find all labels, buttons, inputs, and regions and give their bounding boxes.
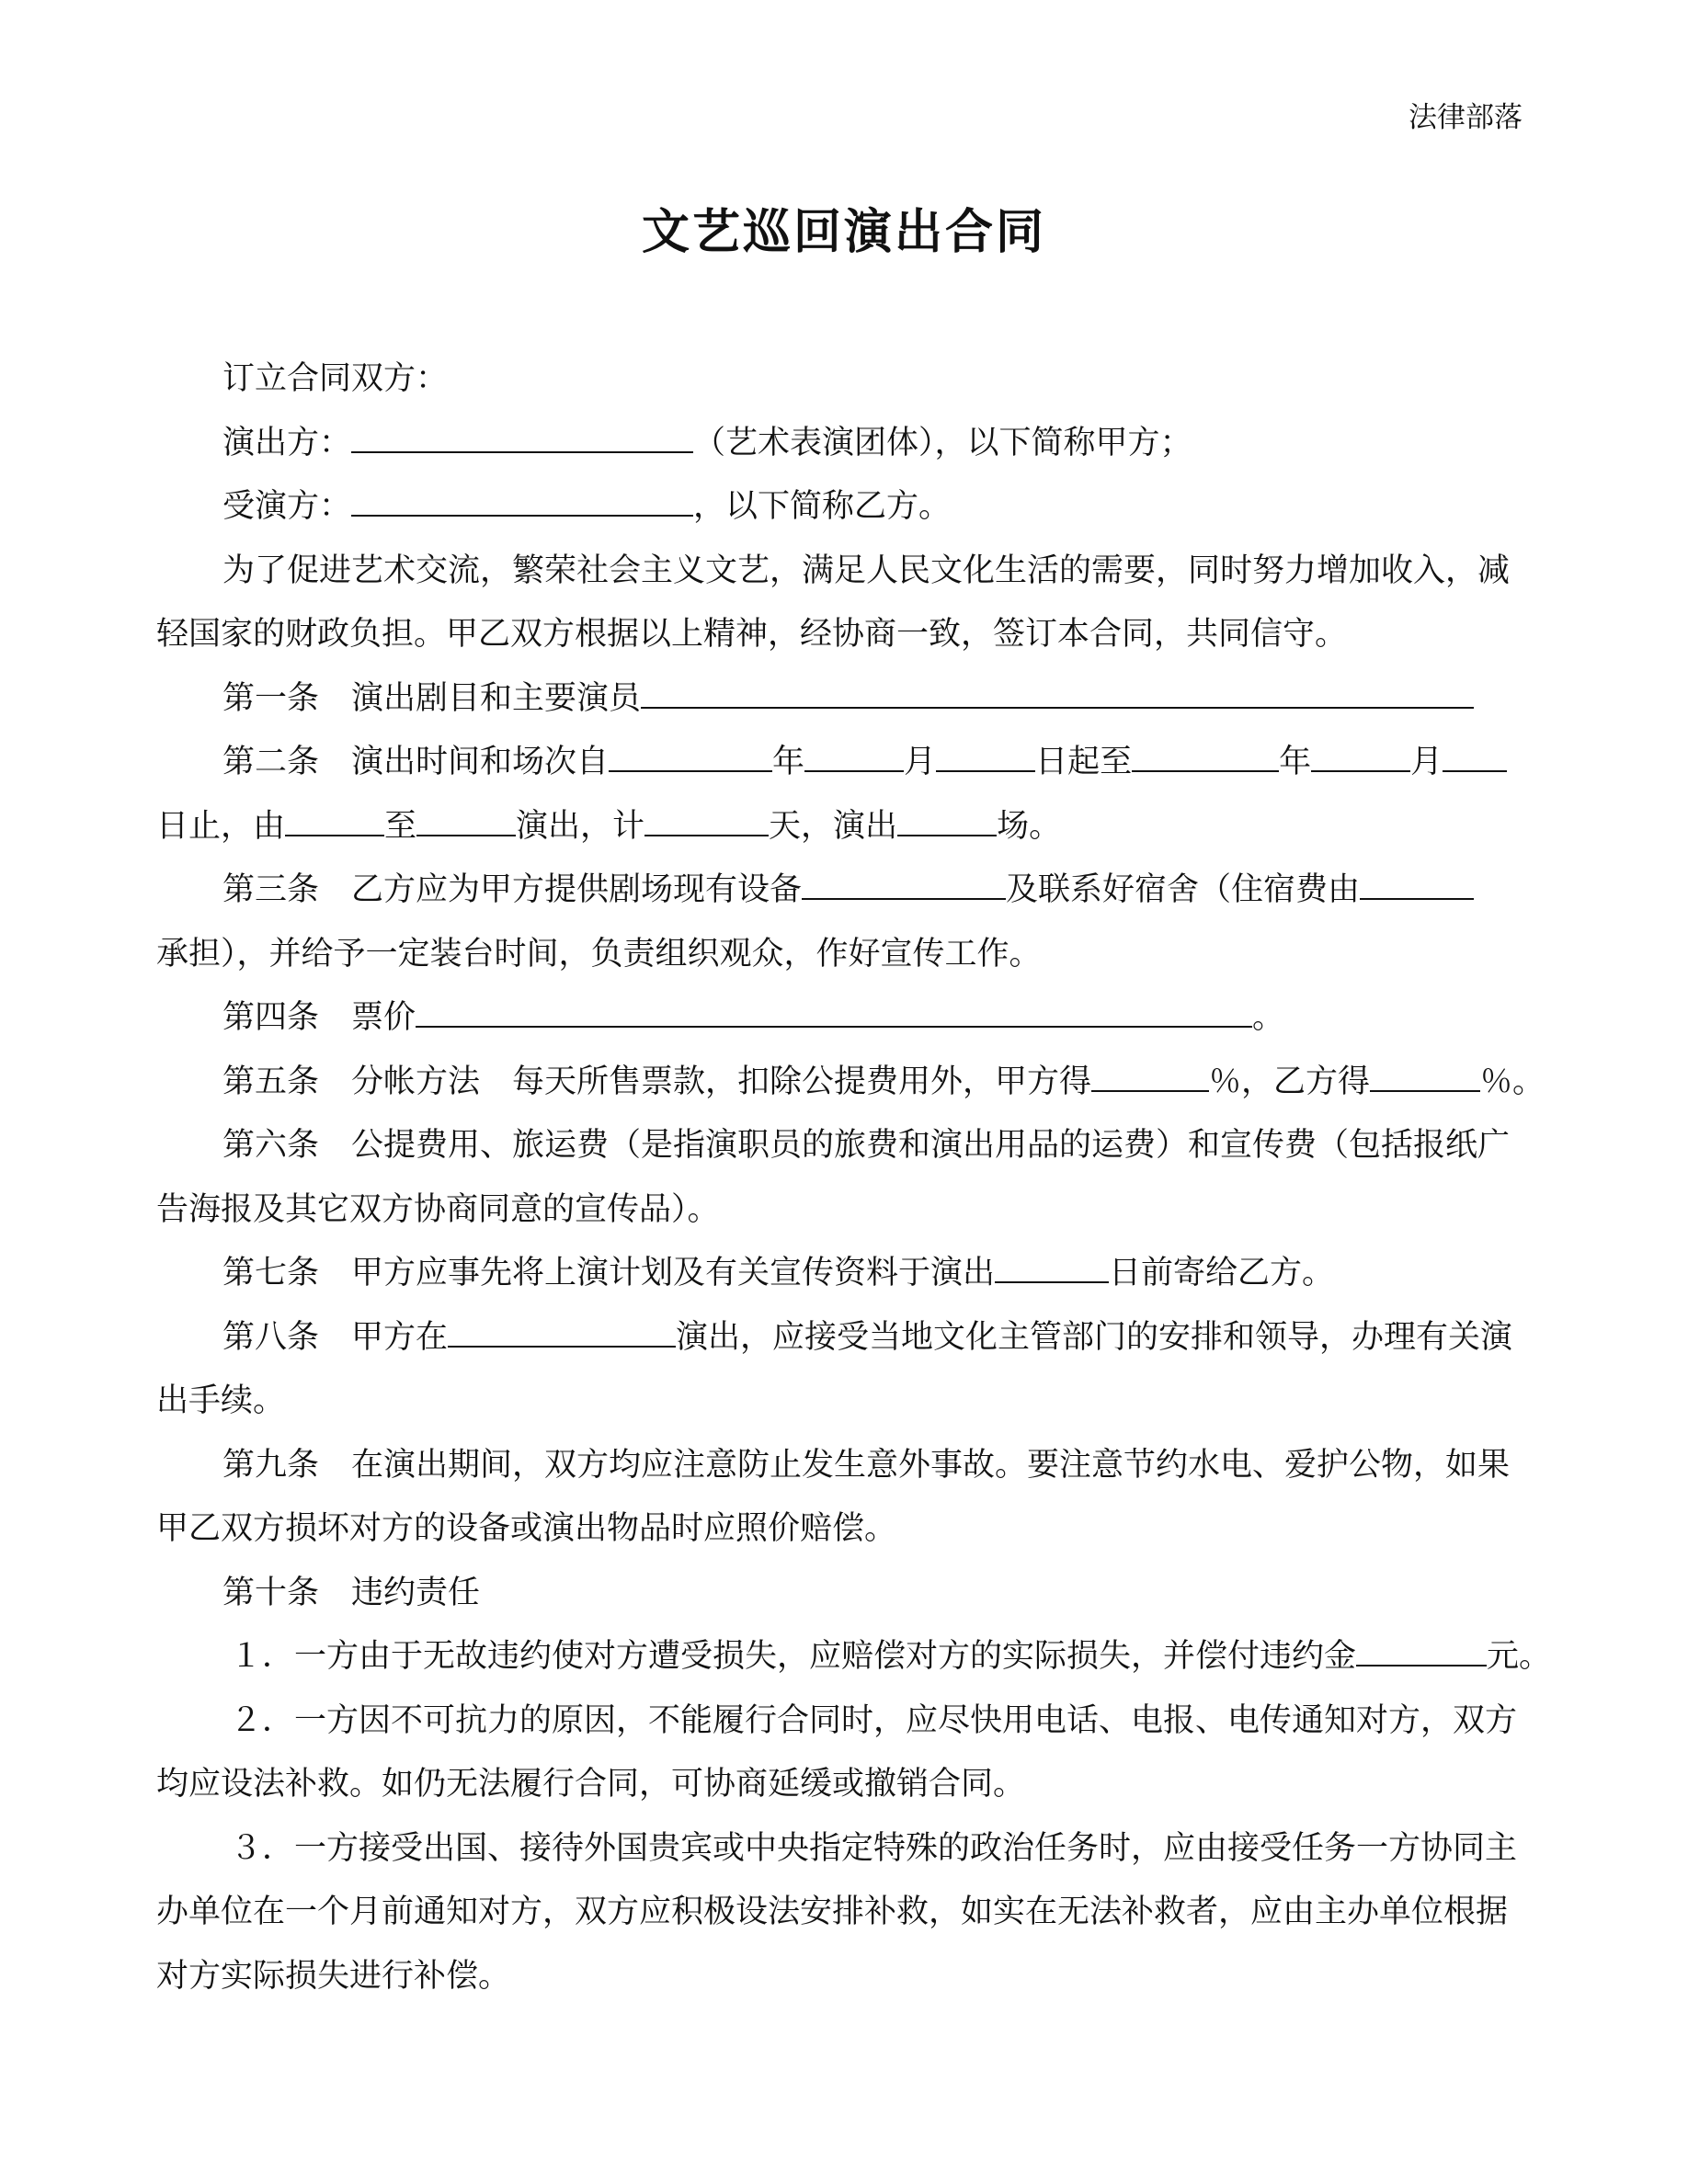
purpose-paragraph-line1: 为了促进艺术交流，繁荣社会主义文艺，满足人民文化生活的需要，同时努力增加收入，减	[222, 552, 1511, 589]
days-label: 天，演出	[769, 807, 898, 845]
article-2-line2	[156, 795, 1532, 859]
article-8-number: 第八条	[222, 1318, 320, 1356]
performer-line	[156, 412, 1532, 476]
article-5-number: 第五条	[222, 1063, 320, 1100]
start-year-blank[interactable]	[609, 743, 772, 772]
article-5-mid: ％，乙方得	[1209, 1063, 1371, 1100]
shows-label: 场。	[997, 807, 1062, 845]
article-7-end: 日前寄给乙方。	[1109, 1255, 1335, 1291]
day-to-label: 日止，由	[156, 807, 286, 845]
start-day-blank[interactable]	[936, 743, 1035, 772]
host-label: 受演方：	[222, 488, 352, 525]
party-a-share-blank[interactable]	[1091, 1063, 1209, 1092]
performer-label: 演出方：	[222, 424, 352, 461]
article-8-text: 甲方在	[351, 1318, 449, 1356]
article-3-line1	[156, 859, 1532, 923]
clause-1-text: １．一方由于无故违约使对方遭受损失，应赔偿对方的实际损失，并偿付违约金	[230, 1638, 1357, 1675]
article-10	[156, 1562, 1532, 1626]
penalty-amount-blank[interactable]	[1356, 1637, 1487, 1666]
start-month-blank[interactable]	[804, 743, 904, 772]
contract-title: 文艺巡回演出合同	[641, 204, 1046, 260]
shows-count-blank[interactable]	[897, 807, 997, 836]
article-4	[156, 986, 1532, 1051]
days-before-blank[interactable]	[995, 1254, 1109, 1283]
article-4-number: 第四条	[222, 999, 320, 1036]
performer-suffix: （艺术表演团体），以下简称甲方；	[693, 424, 1192, 461]
article-5-end: ％。	[1480, 1063, 1545, 1100]
host-name-blank[interactable]	[351, 487, 693, 517]
article-9-text: 在演出期间，双方均应注意防止发生意外事故。要注意节约水电、爱护公物，如果	[351, 1446, 1511, 1484]
contract-body	[156, 347, 1552, 2008]
article-5-text: 分帐方法 每天所售票款，扣除公提费用外，甲方得	[351, 1063, 1092, 1100]
venue-to-blank[interactable]	[416, 807, 516, 836]
ticket-price-blank[interactable]	[416, 998, 1252, 1028]
equipment-blank[interactable]	[802, 870, 1006, 900]
performance-location-blank[interactable]	[448, 1318, 676, 1348]
article-8-mid: 演出，应接受当地文化主管部门的安排和领导，办理有关演	[676, 1318, 1513, 1356]
performer-name-blank[interactable]	[351, 424, 693, 453]
article-9-line2: 甲乙双方损坏对方的设备或演出物品时应照价赔偿。	[156, 1510, 897, 1547]
article-9-number: 第九条	[222, 1446, 320, 1484]
article-6-number: 第六条	[222, 1127, 320, 1164]
clause-3-line1: ３．一方接受出国、接待外国贵宾或中央指定特殊的政治任务时，应由接受任务一方协同主	[230, 1829, 1518, 1867]
article-6-text: 公提费用、旅运费（是指演职员的旅费和演出用品的运费）和宣传费（包括报纸广	[351, 1127, 1511, 1164]
article-2-line1	[156, 731, 1532, 795]
month-label-2: 月	[1410, 744, 1443, 780]
purpose-paragraph-line2: 轻国家的财政负担。甲乙双方根据以上精神，经协商一致，签订本合同，共同信守。	[156, 616, 1348, 653]
end-day-blank[interactable]	[1443, 743, 1507, 772]
month-label: 月	[904, 744, 937, 780]
article-4-text: 票价	[351, 999, 416, 1036]
clause-2-line1: ２．一方因不可抗力的原因，不能履行合同时，应尽快用电话、电报、电传通知对方，双方	[230, 1701, 1518, 1739]
party-b-share-blank[interactable]	[1370, 1063, 1480, 1092]
article-3-text: 乙方应为甲方提供剧场现有设备	[351, 871, 803, 908]
article-10-text: 违约责任	[351, 1574, 481, 1611]
article-1-text: 演出剧目和主要演员	[351, 679, 642, 717]
article-2-text: 演出时间和场次自	[351, 744, 610, 780]
perform-count-label: 演出，计	[516, 807, 645, 845]
article-8-line2: 出手续。	[156, 1382, 286, 1419]
article-3-number: 第三条	[222, 871, 320, 908]
host-line	[156, 475, 1532, 540]
days-count-blank[interactable]	[644, 807, 769, 836]
day-from-label: 日起至	[1035, 744, 1133, 780]
article-4-end: 。	[1252, 999, 1285, 1036]
article-8-line1	[156, 1306, 1532, 1371]
article-1	[156, 667, 1532, 732]
article-6-line1	[156, 1114, 1532, 1178]
article-7-number: 第七条	[222, 1255, 320, 1291]
year-label-2: 年	[1279, 744, 1312, 780]
article-2-number: 第二条	[222, 744, 320, 780]
parties-heading: 订立合同双方：	[222, 360, 449, 397]
clause-3-line2: 办单位在一个月前通知对方，双方应积极设法安排补救，如实在无法补救者，应由主办单位根据	[156, 1894, 1509, 1930]
host-suffix: ，以下简称乙方。	[693, 488, 952, 525]
article-7-text: 甲方应事先将上演计划及有关宣传资料于演出	[351, 1255, 996, 1291]
article-6-line2: 告海报及其它双方协商同意的宣传品）。	[156, 1190, 720, 1228]
venue-from-blank[interactable]	[285, 807, 384, 836]
header-watermark: 法律部落	[1409, 101, 1523, 134]
lodging-payer-blank[interactable]	[1360, 870, 1474, 900]
year-label: 年	[772, 744, 805, 780]
end-year-blank[interactable]	[1132, 743, 1279, 772]
end-month-blank[interactable]	[1311, 743, 1410, 772]
repertoire-blank[interactable]	[641, 679, 1474, 709]
to-label: 至	[384, 807, 417, 845]
clause-3-line3: 对方实际损失进行补偿。	[156, 1957, 511, 1995]
article-5	[156, 1051, 1545, 1115]
clause-1	[156, 1625, 1552, 1689]
article-7	[156, 1242, 1532, 1306]
article-3-mid: 及联系好宿舍（住宿费由	[1006, 871, 1361, 908]
article-9-line1	[156, 1434, 1532, 1498]
article-1-number: 第一条	[222, 679, 320, 717]
article-10-number: 第十条	[222, 1574, 320, 1611]
article-3-line2: 承担），并给予一定装台时间，负责组织观众，作好宣传工作。	[156, 935, 1042, 973]
clause-2-line2: 均应设法补救。如仍无法履行合同，可协商延缓或撤销合同。	[156, 1766, 1026, 1803]
clause-1-end: 元。	[1487, 1638, 1552, 1675]
